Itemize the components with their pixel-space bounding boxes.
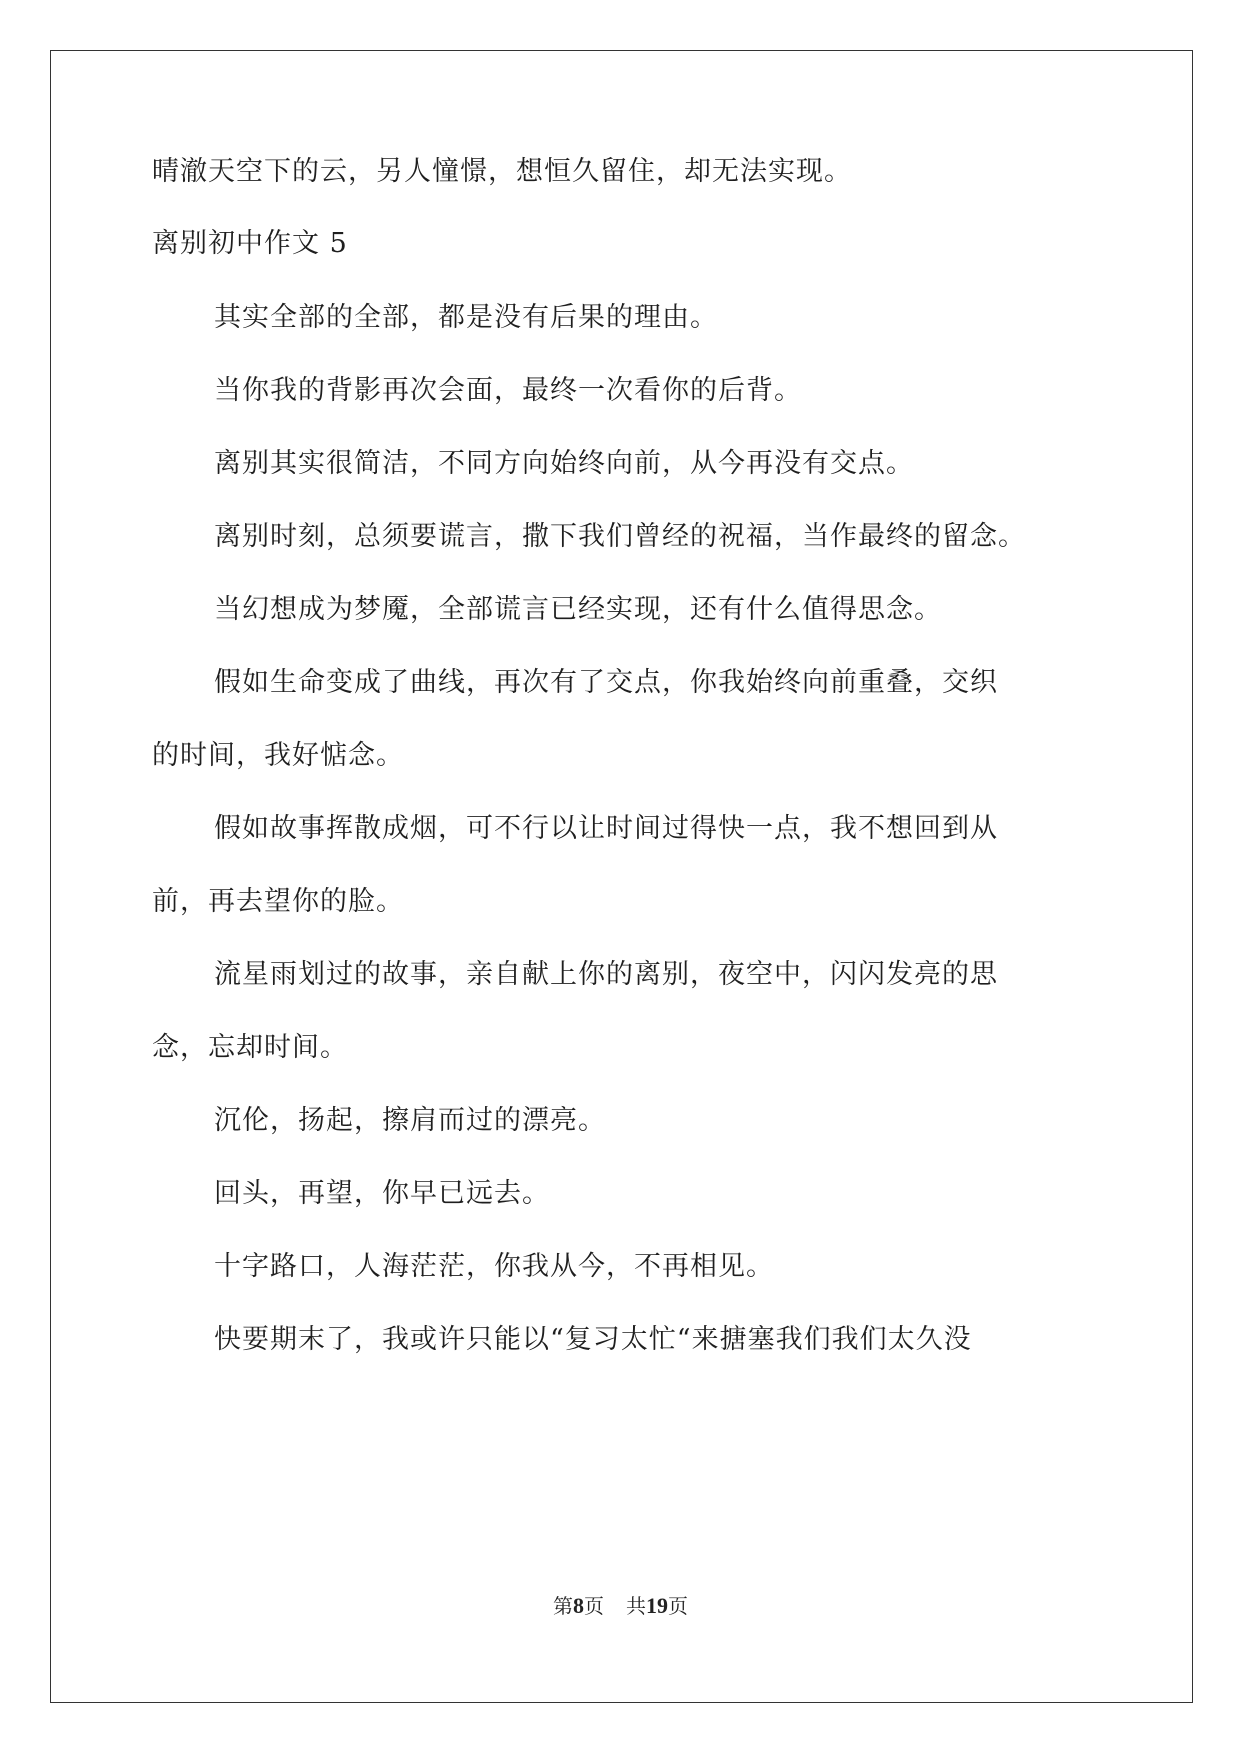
page-footer: [0, 1592, 1241, 1620]
text-line-5: 离别其实很简洁，不同方向始终向前，从今再没有交点。: [214, 448, 914, 479]
page-prefix: 第: [553, 1594, 573, 1618]
text-line-1: 晴澈天空下的云，另人憧憬，想恒久留住，却无法实现。: [152, 156, 852, 187]
text-line-15: 回头，再望，你早已远去。: [214, 1178, 550, 1209]
text-line-6: 离别时刻，总须要谎言，撒下我们曾经的祝福，当作最终的留念。: [214, 521, 1026, 552]
text-line-4: 当你我的背影再次会面，最终一次看你的后背。: [214, 375, 802, 406]
total-page-number: 19: [646, 1593, 668, 1618]
text-line-10: 假如故事挥散成烟，可不行以让时间过得快一点，我不想回到从: [214, 813, 998, 844]
total-prefix: 共: [626, 1594, 646, 1618]
page-suffix: 页: [584, 1594, 604, 1618]
text-line-8: 假如生命变成了曲线，再次有了交点，你我始终向前重叠，交织: [214, 667, 998, 698]
text-line-11: 前，再去望你的脸。: [152, 886, 404, 917]
section-heading: 离别初中作文 5: [152, 228, 348, 259]
text-line-13: 念，忘却时间。: [152, 1032, 348, 1063]
text-line-7: 当幻想成为梦魇，全部谎言已经实现，还有什么值得思念。: [214, 594, 942, 625]
text-line-9: 的时间，我好惦念。: [152, 740, 404, 771]
text-line-17: 快要期末了，我或许只能以“复习太忙“来搪塞我们我们太久没: [214, 1324, 972, 1355]
text-line-12: 流星雨划过的故事，亲自献上你的离别，夜空中，闪闪发亮的思: [214, 959, 998, 990]
current-page-number: 8: [573, 1593, 584, 1618]
text-line-14: 沉伦，扬起，擦肩而过的漂亮。: [214, 1105, 606, 1136]
total-suffix: 页: [668, 1594, 688, 1618]
text-line-16: 十字路口，人海茫茫，你我从今，不再相见。: [214, 1251, 774, 1282]
text-line-3: 其实全部的全部，都是没有后果的理由。: [214, 302, 718, 333]
